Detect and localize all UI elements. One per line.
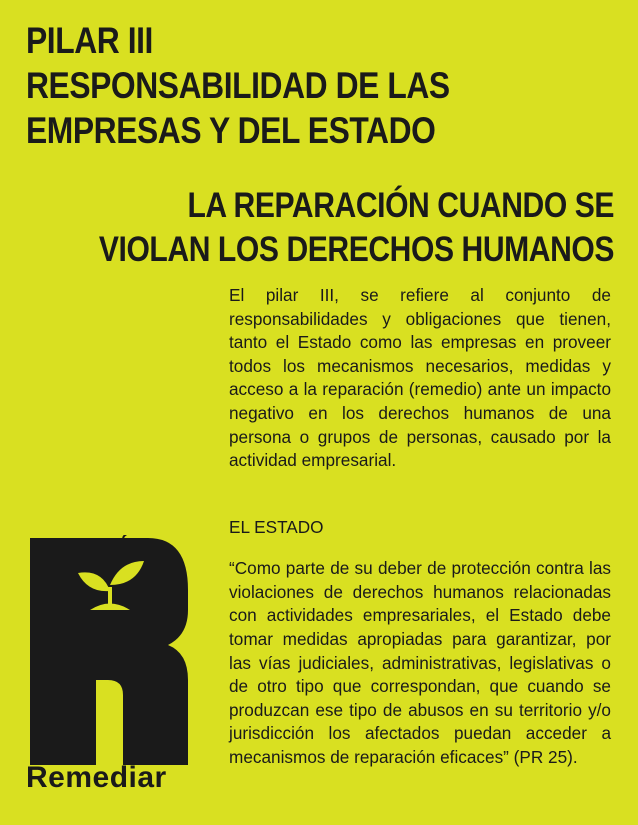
quote-paragraph-text: “Como parte de su deber de protección contra las violaciones de derechos humanos relacionadas con actividades empresariales, el Estado debe tomar medidas apropiadas para garantizar, por las vías judiciales, administrativas, legislativas o de otro tipo que correspondan, que cuando se produzcan ese tipo de abusos en su territorio y/o jurisdicción los afectados puedan acceder a mecanismos de reparación eficaces” (PR 25). xyxy=(229,558,611,767)
page-title xyxy=(26,18,450,153)
intro-paragraph-text: El pilar III, se refiere al conjunto de responsabilidades y obligaciones que tienen, tanto el Estado como las empresas en proveer todos los mecanismos necesarios, medidas y acceso a la reparación (remedio) ante un impacto negativo en los derechos humanos de una persona o grupos de personas, causado por la actividad empresarial. xyxy=(229,285,611,471)
section-label-estado: EL ESTADO xyxy=(229,517,324,537)
section-subtitle xyxy=(99,184,614,272)
quote-paragraph xyxy=(229,540,611,787)
subtitle-line-1: LA REPARACIÓN CUANDO SE xyxy=(187,186,614,225)
title-line-3: EMPRESAS Y DEL ESTADO xyxy=(26,110,436,151)
letter-r-sprout-svg xyxy=(28,535,198,765)
subtitle-line-2: VIOLAN LOS DERECHOS HUMANOS xyxy=(98,230,614,269)
title-line-2: RESPONSABILIDAD DE LAS xyxy=(26,65,450,106)
title-line-1: PILAR III xyxy=(26,20,153,61)
logo-label: Remediar xyxy=(26,761,167,794)
intro-paragraph xyxy=(229,284,611,473)
letter-r-sprout-icon xyxy=(28,535,198,765)
